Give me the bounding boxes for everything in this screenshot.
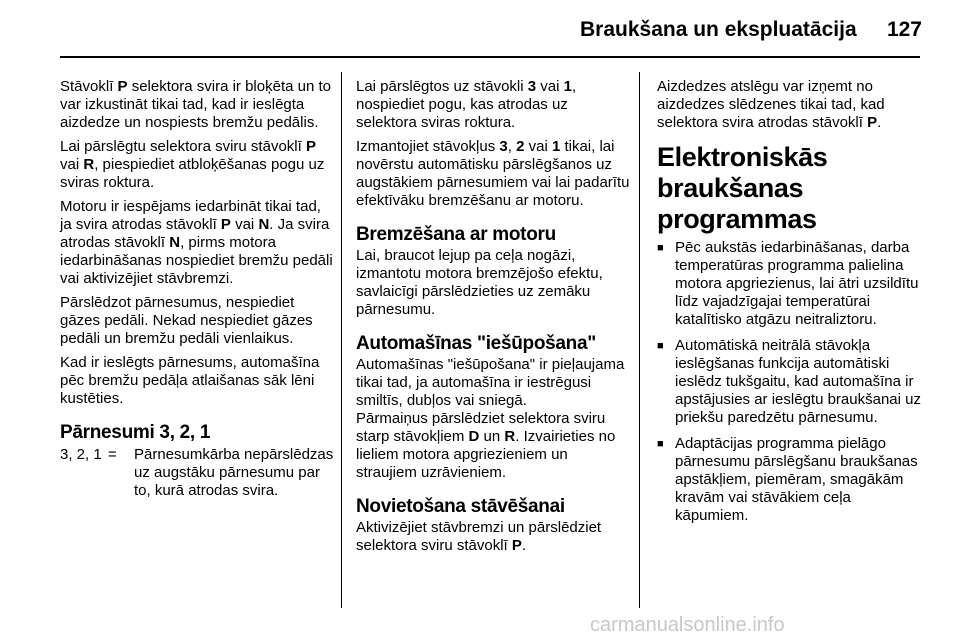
column-divider-2 xyxy=(639,72,640,608)
paragraph-rocking-allowed: Automašīnas "iešūpošana" ir pieļaujama tikai tad, ja automašīna ir iestrēgusi smiltīs, dubļos vai sniegā. xyxy=(356,356,625,409)
watermark: carmanualsonline.info xyxy=(590,614,785,636)
definition-equals: = xyxy=(108,446,117,463)
paragraph-creep: Kad ir ieslēgts pārnesums, automašīna pēc bremžu pedāļa atlaišanas sāk lēni kustēties. xyxy=(60,354,320,407)
heading-engine-braking: Bremzēšana ar motoru xyxy=(356,224,556,245)
paragraph-rocking-procedure: Pārmaiņus pārslēdziet selektora sviru starp stāvokļiem D un R. Izvairieties no lieliem motora apgriezieniem un straujiem uzrāvieniem. xyxy=(356,410,616,481)
square-bullet-icon: ■ xyxy=(657,242,664,254)
paragraph-key-removal: Aizdedzes atslēgu var izņemt no aizdedzes slēdzenes tikai tad, kad selektora svira atrodas stāvoklī P. xyxy=(657,78,885,131)
column-2 xyxy=(356,78,632,561)
paragraph-parking: Aktivizējiet stāvbremzi un pārslēdziet selektora sviru stāvoklī P. xyxy=(356,519,602,554)
list-item: ■ Automātiskā neitrālā stāvokļa ieslēgšanas funkcija automātiski ieslēdz tukšgaitu, kad automašīna ir apstājusies ar ieslēgtu braukšanai uz priekšu paredzētu pārnesumu. xyxy=(657,337,921,426)
programs-list xyxy=(657,239,927,525)
heading-electronic-programs: Elektroniskās braukšanas programmas xyxy=(657,142,828,234)
paragraph-engine-start: Motoru ir iespējams iedarbināt tikai tad, ja svira atrodas stāvoklī P vai N. Ja svira atrodas stāvoklī N, pirms motora iedarbināšanas nospiediet bremžu pedāli vai aktivizējiet stāvbremzi. xyxy=(60,198,333,287)
paragraph-engine-braking: Lai, braucot lejup pa ceļa nogāzi, izmantotu motora bremzējošo efektu, savlaicīgi pārslēdzieties uz zemāku pārnesumu. xyxy=(356,247,603,318)
paragraph-use-positions: Izmantojiet stāvokļus 3, 2 vai 1 tikai, lai novērstu automātisku pārslēgšanos uz augstākiem pārnesumiem vai lai padarītu efektīvāku bremzēšanu ar motoru. xyxy=(356,138,630,209)
heading-rocking: Automašīnas "iešūpošana" xyxy=(356,333,596,354)
heading-parking: Novietošana stāvēšanai xyxy=(356,496,565,517)
paragraph-shift-3-1: Lai pārslēgtos uz stāvokli 3 vai 1, nospiediet pogu, kas atrodas uz selektora sviras roktura. xyxy=(356,78,577,131)
definition-term: 3, 2, 1 xyxy=(60,446,102,463)
list-item: ■ Pēc aukstās iedarbināšanas, darba temperatūras programma palielina motora apgriezienus, lai ātri uzsildītu līdz vajadzīgajai temperatūrai katalītisko atgāzu neitraliztoru. xyxy=(657,239,919,328)
column-divider-1 xyxy=(341,72,342,608)
square-bullet-icon: ■ xyxy=(657,438,664,450)
gear-definition xyxy=(60,446,336,500)
definition-text: Pārnesumkārba nepārslēdzas uz augstāku pārnesumu par to, kurā atrodas svira. xyxy=(134,446,334,499)
paragraph-accelerator-warning: Pārslēdzot pārnesumus, nespiediet gāzes pedāli. Nekad nespiediet gāzes pedāli un bremžu pedāli vienlaikus. xyxy=(60,294,313,347)
page-number: 127 xyxy=(886,18,922,41)
header-divider xyxy=(60,56,920,58)
list-item: ■ Adaptācijas programma pielāgo pārnesumu pārslēgšanu braukšanas apstākļiem, piemēram, smagākām kravām vai stāvākiem ceļa kāpumiem. xyxy=(657,435,918,524)
square-bullet-icon: ■ xyxy=(657,340,664,352)
column-3 xyxy=(657,78,927,533)
column-1 xyxy=(60,78,336,500)
heading-gears-3-2-1: Pārnesumi 3, 2, 1 xyxy=(60,422,211,443)
paragraph-p-position: Stāvoklī P selektora svira ir bloķēta un to var izkustināt tikai tad, kad ir ieslēgta aizdedze un nospiests bremžu pedālis. xyxy=(60,78,331,131)
page-header-title: Braukšana un ekspluatācija xyxy=(580,18,857,41)
paragraph-unlock-button: Lai pārslēgtu selektora sviru stāvoklī P vai R, piespiediet atbloķēšanas pogu uz sviras roktura. xyxy=(60,138,325,191)
